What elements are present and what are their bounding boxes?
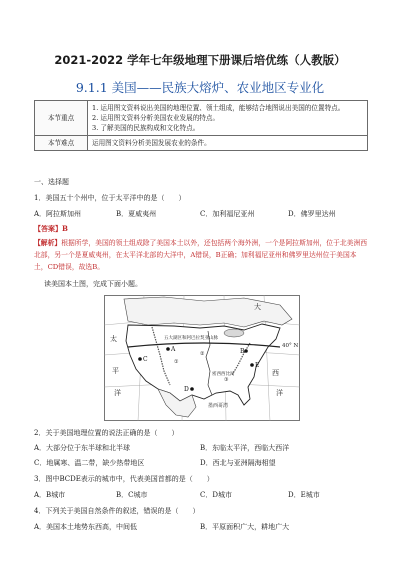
label-mexico-gulf: 墨西哥湾 <box>208 403 229 409</box>
label-river: 密西西比河 <box>212 372 235 377</box>
label-pacific-a: 平 <box>112 367 119 375</box>
key-points-label: 本节重点 <box>35 101 88 136</box>
difficulty-text: 运用图文资料分析美国发展农业的条件。 <box>88 136 368 151</box>
q1-option-a: A．阿拉斯加州 <box>34 210 82 218</box>
label-west-ocean: 太 <box>110 335 117 343</box>
q4-option-b: B．平原面积广大，耕地广大 <box>200 523 290 531</box>
label-pacific-b: 洋 <box>114 389 121 397</box>
key-point-1: 1. 运用图文资料说出美国的地理位置、领土组成，能够结合地图说出美国的位置特点。 <box>92 104 345 112</box>
key-points-cell <box>88 101 368 136</box>
label-city-a: A <box>171 346 176 353</box>
explanation-text: 根据所学，美国的领土组成除了美国本土以外，还包括两个海外洲，一个是阿拉斯加州，位于北美洲西北部，另一个是夏威夷州，在太平洋北部的大洋中，A错误，B正确；加利福尼亚州和佛罗里达州位于美国本土，CD错误，故选B。 <box>34 239 368 271</box>
q2-option-c: C．地属寒、温二带，缺少热带地区 <box>34 459 145 467</box>
q3-option-d: D．E城市 <box>288 491 320 499</box>
label-region-1: ① <box>174 359 179 365</box>
usa-map <box>104 295 300 421</box>
difficulty-label: 本节难点 <box>35 136 88 151</box>
city-c-dot <box>138 357 142 361</box>
q1-stem: 1．美国五十个州中，位于太平洋中的是（ ） <box>34 194 186 202</box>
great-lakes <box>224 329 244 337</box>
key-point-3: 3. 了解美国的民族构成和文化特点。 <box>92 124 200 132</box>
label-city-d: D <box>184 386 189 393</box>
q1-explanation <box>34 237 368 273</box>
q3-option-a: A．B城市 <box>34 491 66 499</box>
explanation-label: 【解析】 <box>34 239 62 247</box>
label-city-b: B <box>240 348 245 355</box>
lesson-info-table <box>34 100 368 151</box>
q2-option-b: B．东临太平洋，西临大西洋 <box>200 444 290 452</box>
map-instruction: 读美国本土图，完成下面小题。 <box>44 280 142 288</box>
difficulty-row <box>35 136 368 151</box>
label-annotation: 五大湖区和阿巴拉契亚山脉 <box>164 336 218 341</box>
label-city-e: E <box>255 362 260 369</box>
q1-answer: 【答案】B <box>34 224 68 233</box>
label-lat-40n: 40° N <box>282 343 299 349</box>
q2-stem: 2．关于美国地理位置的说法正确的是（ ） <box>34 429 179 437</box>
q3-option-c: C．D城市 <box>200 491 232 499</box>
label-region-3: ③ <box>224 377 229 383</box>
q1-option-d: D．佛罗里达州 <box>288 210 336 218</box>
section-heading: 一、选择题 <box>34 178 69 186</box>
q1-option-b: B．夏威夷州 <box>116 210 157 218</box>
document-title: 2021-2022 学年七年级地理下册课后培优练（人教版） <box>54 53 346 67</box>
city-a-dot <box>166 347 170 351</box>
q3-option-b: B．C城市 <box>116 491 148 499</box>
label-north-ocean: 大 <box>254 303 261 311</box>
q4-stem: 4．下列关于美国自然条件的叙述，错误的是（ ） <box>34 507 200 515</box>
q4-option-a: A．美国本土地势东西高，中间低 <box>34 523 138 531</box>
q1-option-c: C．加利福尼亚州 <box>200 210 255 218</box>
key-points-row <box>35 101 368 136</box>
q2-option-a: A．大部分位于东半球和北半球 <box>34 444 131 452</box>
city-b-dot <box>244 349 248 353</box>
q2-option-d: D．西北与亚洲隔海相望 <box>200 459 276 467</box>
city-d-dot <box>190 387 194 391</box>
label-atlantic-c: 洋 <box>276 389 283 397</box>
label-region-2: ② <box>200 351 205 357</box>
label-atlantic-b: 西 <box>272 369 279 377</box>
label-city-c: C <box>143 356 148 363</box>
city-e-dot <box>250 363 254 367</box>
key-point-2: 2. 运用图文资料分析美国农业发展的特点。 <box>92 114 220 122</box>
q3-stem: 3．图中BCDE表示的城市中，代表美国首都的是（ ） <box>34 475 214 483</box>
lesson-subtitle: 9.1.1 美国——民族大熔炉、农业地区专业化 <box>75 80 325 95</box>
